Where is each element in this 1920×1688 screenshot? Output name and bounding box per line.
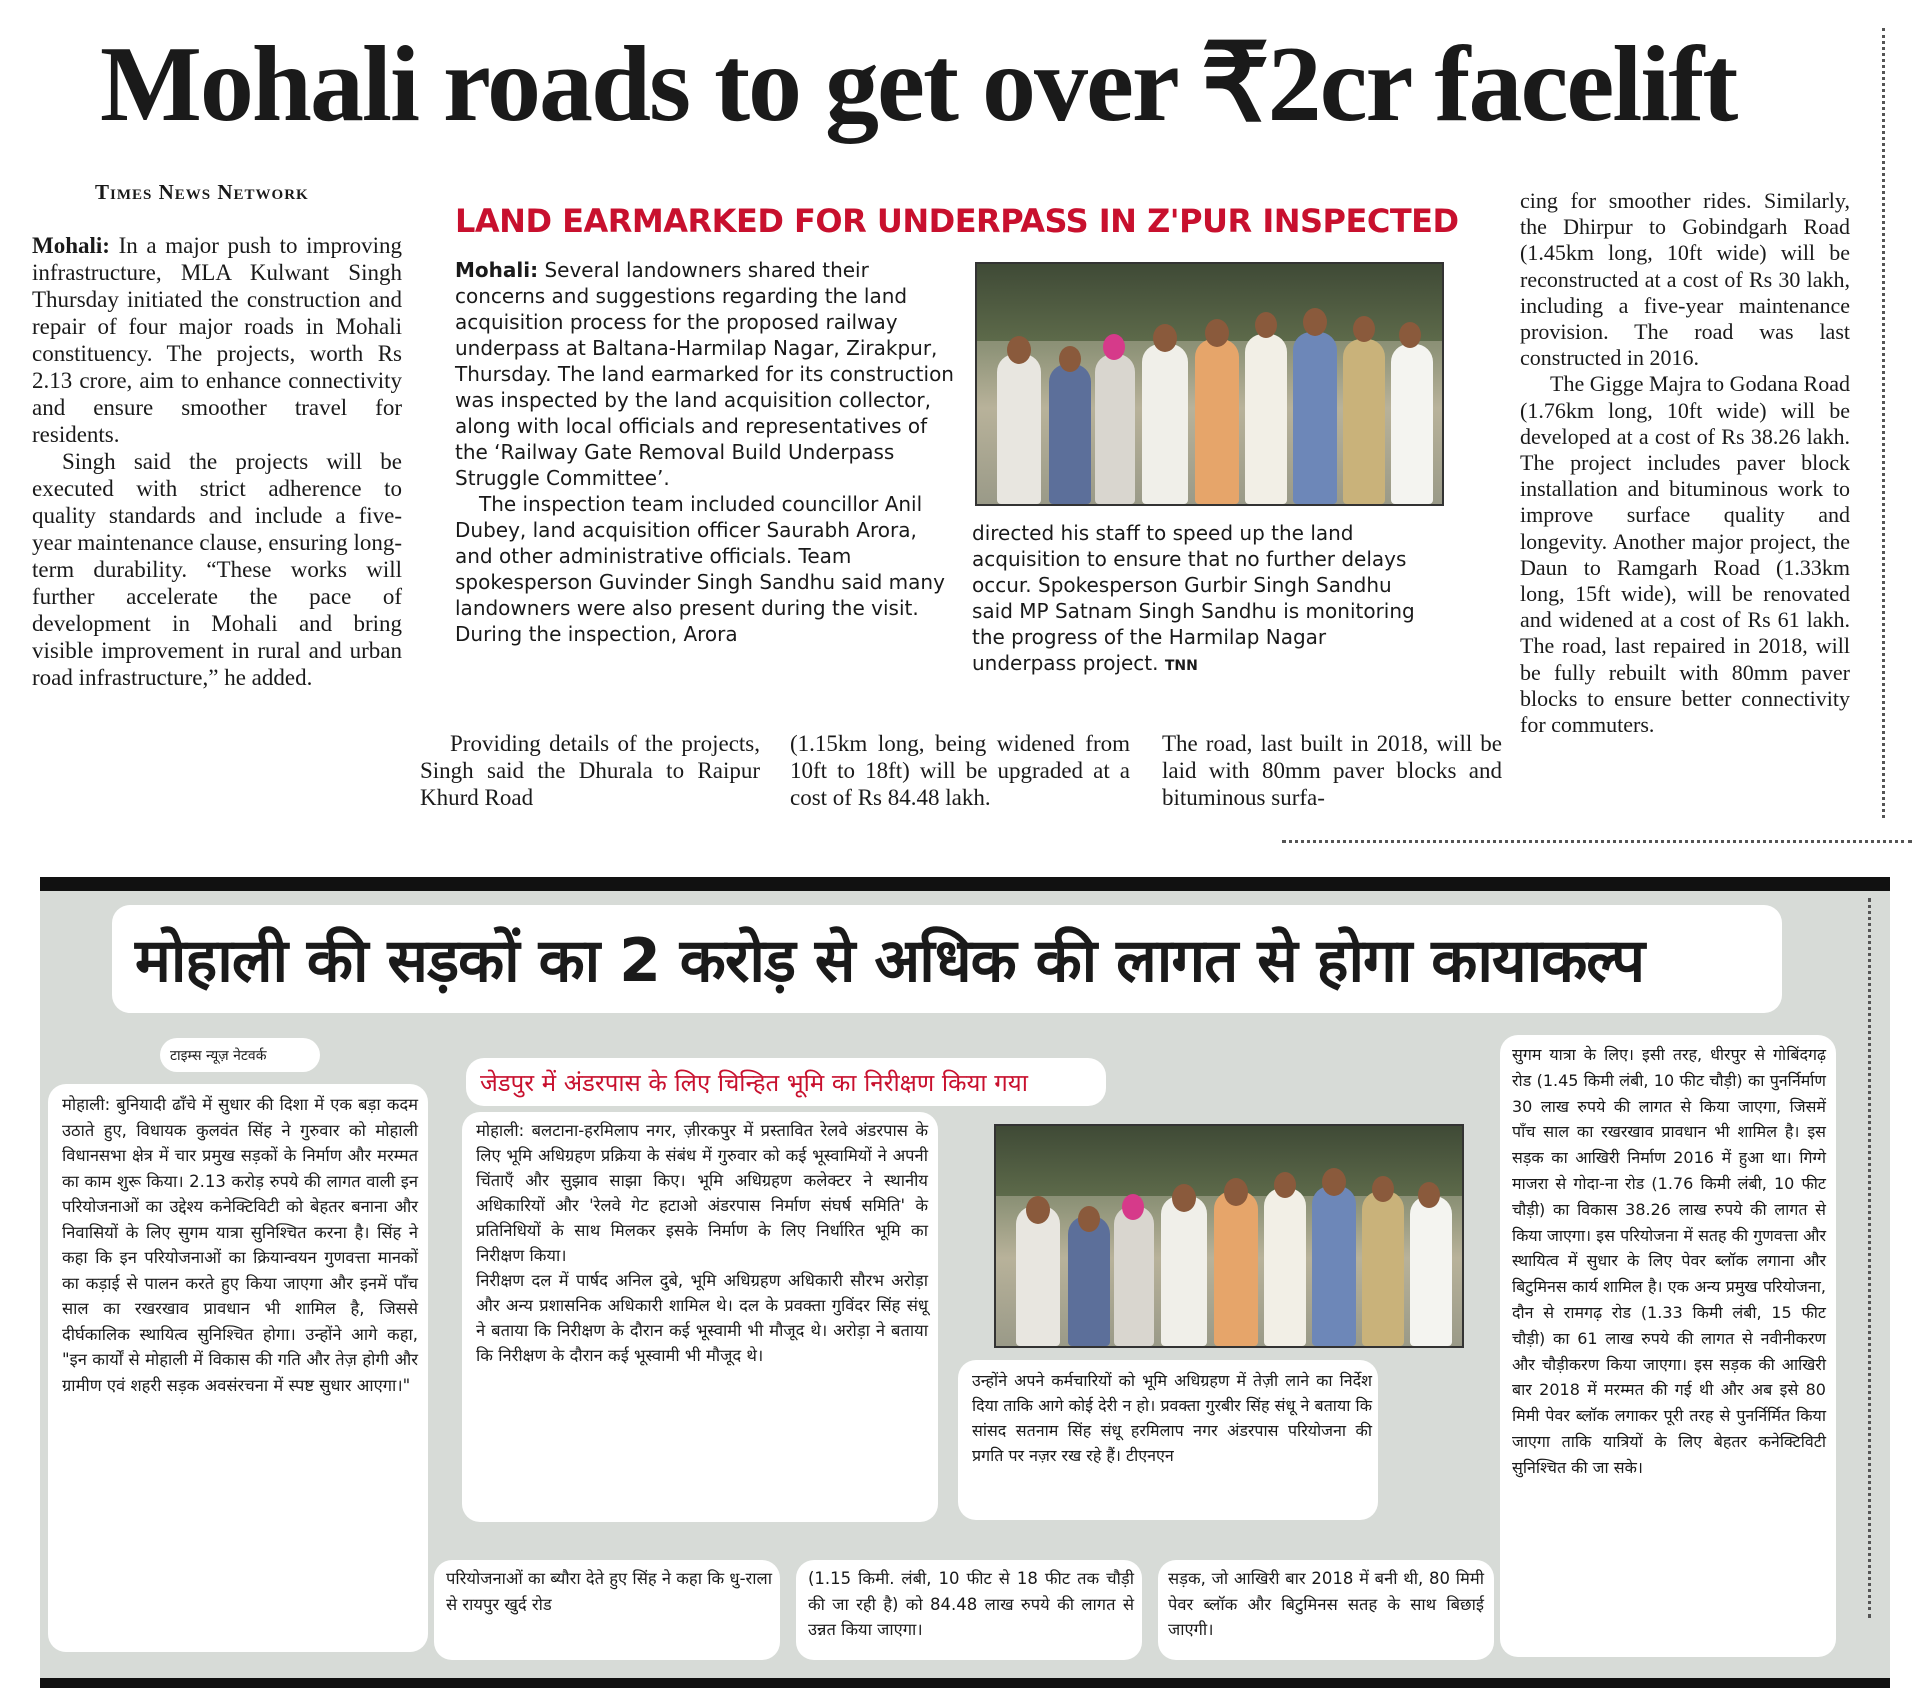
english-dotted-border-bottom [1282, 840, 1912, 843]
english-byline: Times News Network [95, 180, 309, 204]
hindi-col2-paragraph: परियोजनाओं का ब्यौरा देते हुए सिंह ने कहा कि धु-राला से रायपुर खुर्द रोड [446, 1569, 772, 1614]
english-column-3 [790, 730, 1130, 811]
english-col1-paragraph-1: In a major push to improving infrastructure, MLA Kulwant Singh Thursday initiated the construction and repair of four major roads in Mohali constituency. The projects, worth Rs 2.13 crore, aim to enhance connectivity and ensure smoother travel for residents. [32, 233, 403, 447]
hindi-column-1 [62, 1092, 418, 1398]
english-col2-paragraph: Providing details of the projects, Singh said the Dhurala to Raipur Khurd Road [420, 731, 760, 810]
hindi-panel-top-bar [40, 877, 1890, 891]
english-box-credit: TNN [1164, 658, 1198, 674]
english-column-2 [420, 730, 760, 811]
hindi-column-5 [1512, 1042, 1826, 1481]
english-column-1 [32, 232, 402, 691]
hindi-byline: टाइम्स न्यूज़ नेटवर्क [170, 1048, 267, 1064]
hindi-col1-paragraph: मोहाली: बुनियादी ढाँचे में सुधार की दिशा में एक बड़ा कदम उठाते हुए, विधायक कुलवंत सिंह ने गुरुवार को मोहाली विधानसभा क्षेत्र में चार प्रमुख सड़कों के निर्माण और मरम्मत का काम शुरू किया। 2.13 करोड़ रुपये की लागत वाली इन परियोजनाओं का उद्देश्य कनेक्टिविटी को बेहतर बनाना और निवासियों के लिए सुगम यात्रा सुनिश्चित करना है। सिंह ने कहा कि इन परियोजनाओं का क्रियान्वयन गुणवत्ता मानकों का कड़ाई से पालन करते हुए किया जाएगा और इनमें पाँच साल का रखरखाव प्रावधान भी शामिल है, जिससे दीर्घकालिक स्थायित्व सुनिश्चित होगा। उन्होंने आगे कहा, "इन कार्यों से मोहाली में विकास की गति और तेज़ होगी और ग्रामीण एवं शहरी सड़क अवसंरचना में स्पष्ट सुधार आएगा।" [62, 1095, 418, 1395]
english-col5-paragraph-1: cing for smoother rides. Similarly, the Dhirpur to Gobindgarh Road (1.45km long, 10ft wide) will be reconstructed at a cost of Rs 30 lakh, including a five-year maintenance provision. The road was last constructed in 2016. [1520, 188, 1850, 371]
english-column-4 [1162, 730, 1502, 811]
english-headline: Mohali roads to get over ₹2cr facelift [100, 25, 1737, 144]
hindi-box-right-column [972, 1368, 1372, 1468]
english-col4-paragraph: The road, last built in 2018, will be laid with 80mm paver blocks and bituminous surfa- [1162, 731, 1502, 810]
english-dateline: Mohali: [32, 233, 110, 258]
english-box-paragraph-2: The inspection team included councillor Anil Dubey, land acquisition officer Saurabh Arora, and other administrative officials. Team spokesperson Guvinder Singh Sandhu said many landowners were also present during the visit. During the inspection, Arora [455, 492, 945, 646]
hindi-col4-paragraph: सड़क, जो आखिरी बार 2018 में बनी थी, 80 मिमी पेवर ब्लॉक और बिटुमिनस सतह के साथ बिछाई जाएगी। [1168, 1569, 1484, 1639]
english-box-right-column [972, 520, 1432, 679]
hindi-box-left-column [476, 1118, 928, 1368]
hindi-dotted-border-right [1868, 898, 1871, 1618]
hindi-column-2 [446, 1566, 772, 1617]
hindi-box-headline: जेडपुर में अंडरपास के लिए चिन्हित भूमि का निरीक्षण किया गया [480, 1069, 1028, 1097]
hindi-column-3 [808, 1566, 1134, 1643]
hindi-box-paragraph-2: निरीक्षण दल में पार्षद अनिल दुबे, भूमि अधिग्रहण अधिकारी सौरभ अरोड़ा और अन्य प्रशासनिक अधिकारी शामिल थे। दल के प्रवक्ता गुविंदर सिंह संधू ने बताया कि निरीक्षण के दौरान कई भूस्वामी भी मौजूद थे। अरोड़ा ने बताया कि निरीक्षण के दौरान कई भूस्वामी भी मौजूद थे। [476, 1271, 928, 1365]
hindi-col3-paragraph: (1.15 किमी. लंबी, 10 फीट से 18 फीट तक चौड़ी की जा रही है) को 84.48 लाख रुपये की लागत से उन्नत किया जाएगा। [808, 1569, 1134, 1639]
english-col3-paragraph: (1.15km long, being widened from 10ft to 18ft) will be upgraded at a cost of Rs 84.48 lakh. [790, 731, 1130, 810]
english-box-paragraph-1: Several landowners shared their concerns and suggestions regarding the land acquisition process for the proposed railway underpass at Baltana-Harmilap Nagar, Zirakpur, Thursday. The land earmarked for its construction was inspected by the land acquisition collector, along with local officials and representatives of the ‘Railway Gate Removal Build Underpass Struggle Committee’. [455, 258, 954, 490]
english-box-left-column [455, 257, 955, 647]
hindi-panel-bottom-bar [40, 1678, 1890, 1688]
english-col5-paragraph-2: The Gigge Majra to Godana Road (1.76km long, 10ft wide) will be developed at a cost of Rs 38.26 lakh. The project includes paver block installation and bituminous work to improve surface quality and longevity. Another major project, the Daun to Ramgarh Road (1.33km long, 15ft wide), will be renovated and widened at a cost of Rs 61 lakh. The road, last repaired in 2018, will be fully rebuilt with 80mm paver blocks to ensure better connectivity for commuters. [1520, 371, 1850, 738]
hindi-box-paragraph-1: मोहाली: बलटाना-हरमिलाप नगर, ज़ीरकपुर में प्रस्तावित रेलवे अंडरपास के लिए भूमि अधिग्रहण प्रक्रिया के संबंध में गुरुवार को कई भूस्वामियों ने अपनी चिंताएँ और सुझाव साझा किए। भूमि अधिग्रहण कलेक्टर ने स्थानीय अधिकारियों और 'रेलवे गेट हटाओ अंडरपास निर्माण संघर्ष समिति' के प्रतिनिधियों के साथ मिलकर इसके निर्माण के लिए निर्धारित भूमि का निरीक्षण किया। [476, 1121, 928, 1265]
hindi-column-4 [1168, 1566, 1484, 1643]
inspection-photo [975, 262, 1444, 506]
english-box-dateline: Mohali: [455, 258, 539, 282]
hindi-headline: मोहाली की सड़कों का 2 करोड़ से अधिक की लागत से होगा कायाकल्प [135, 926, 1645, 996]
english-box-paragraph-3: directed his staff to speed up the land acquisition to ensure that no further delays occur. Spokesperson Gurbir Singh Sandhu said MP Satnam Singh Sandhu is monitoring the progress of the Harmilap Nagar underpass project. [972, 521, 1415, 675]
english-box-headline: LAND EARMARKED FOR UNDERPASS IN Z'PUR INSPECTED [455, 202, 1459, 240]
hindi-box-paragraph-3: उन्होंने अपने कर्मचारियों को भूमि अधिग्रहण में तेज़ी लाने का निर्देश दिया ताकि आगे कोई देरी न हो। प्रवक्ता गुरबीर सिंह संधू ने बताया कि सांसद सतनाम सिंह संधू हरमिलाप नगर अंडरपास परियोजना की प्रगति पर नज़र रख रहे हैं। टीएनएन [972, 1371, 1372, 1465]
hindi-col5-paragraph: सुगम यात्रा के लिए। इसी तरह, धीरपुर से गोबिंदगढ़ रोड (1.45 किमी लंबी, 10 फीट चौड़ी) का पुनर्निर्माण 30 लाख रुपये की लागत से किया जाएगा, जिसमें पाँच साल का रखरखाव प्रावधान भी शामिल है। इस सड़क का आखिरी निर्माण 2016 में हुआ था। गिग्गे माजरा से गोदा-ना रोड (1.76 किमी लंबी, 10 फीट चौड़ी) का विकास 38.26 लाख रुपये की लागत से किया जाएगा। इस परियोजना में सतह की गुणवत्ता और स्थायित्व में सुधार के लिए पेवर ब्लॉक लगाना और बिटुमिनस कार्य शामिल है। एक अन्य प्रमुख परियोजना, दौन से रामगढ़ रोड (1.33 किमी लंबी, 15 फीट चौड़ी) का 61 लाख रुपये की लागत से नवीनीकरण और चौड़ीकरण किया जाएगा। इस सड़क की आखिरी बार 2018 में मरम्मत की गई थी और अब इसे 80 मिमी पेवर ब्लॉक लगाकर पूरी तरह से पुनर्निर्मित किया जाएगा ताकि यात्रियों के लिए बेहतर कनेक्टिविटी सुनिश्चित की जा सके। [1512, 1045, 1826, 1477]
hindi-inspection-photo [994, 1124, 1464, 1348]
english-col1-paragraph-2: Singh said the projects will be executed with strict adherence to quality standards and include a five-year maintenance clause, ensuring long-term durability. “These works will further accelerate the pace of development in Mohali and bring visible improvement in rural and urban road infrastructure,” he added. [32, 449, 402, 690]
english-dotted-border-right [1882, 28, 1885, 818]
english-column-5 [1520, 188, 1850, 738]
